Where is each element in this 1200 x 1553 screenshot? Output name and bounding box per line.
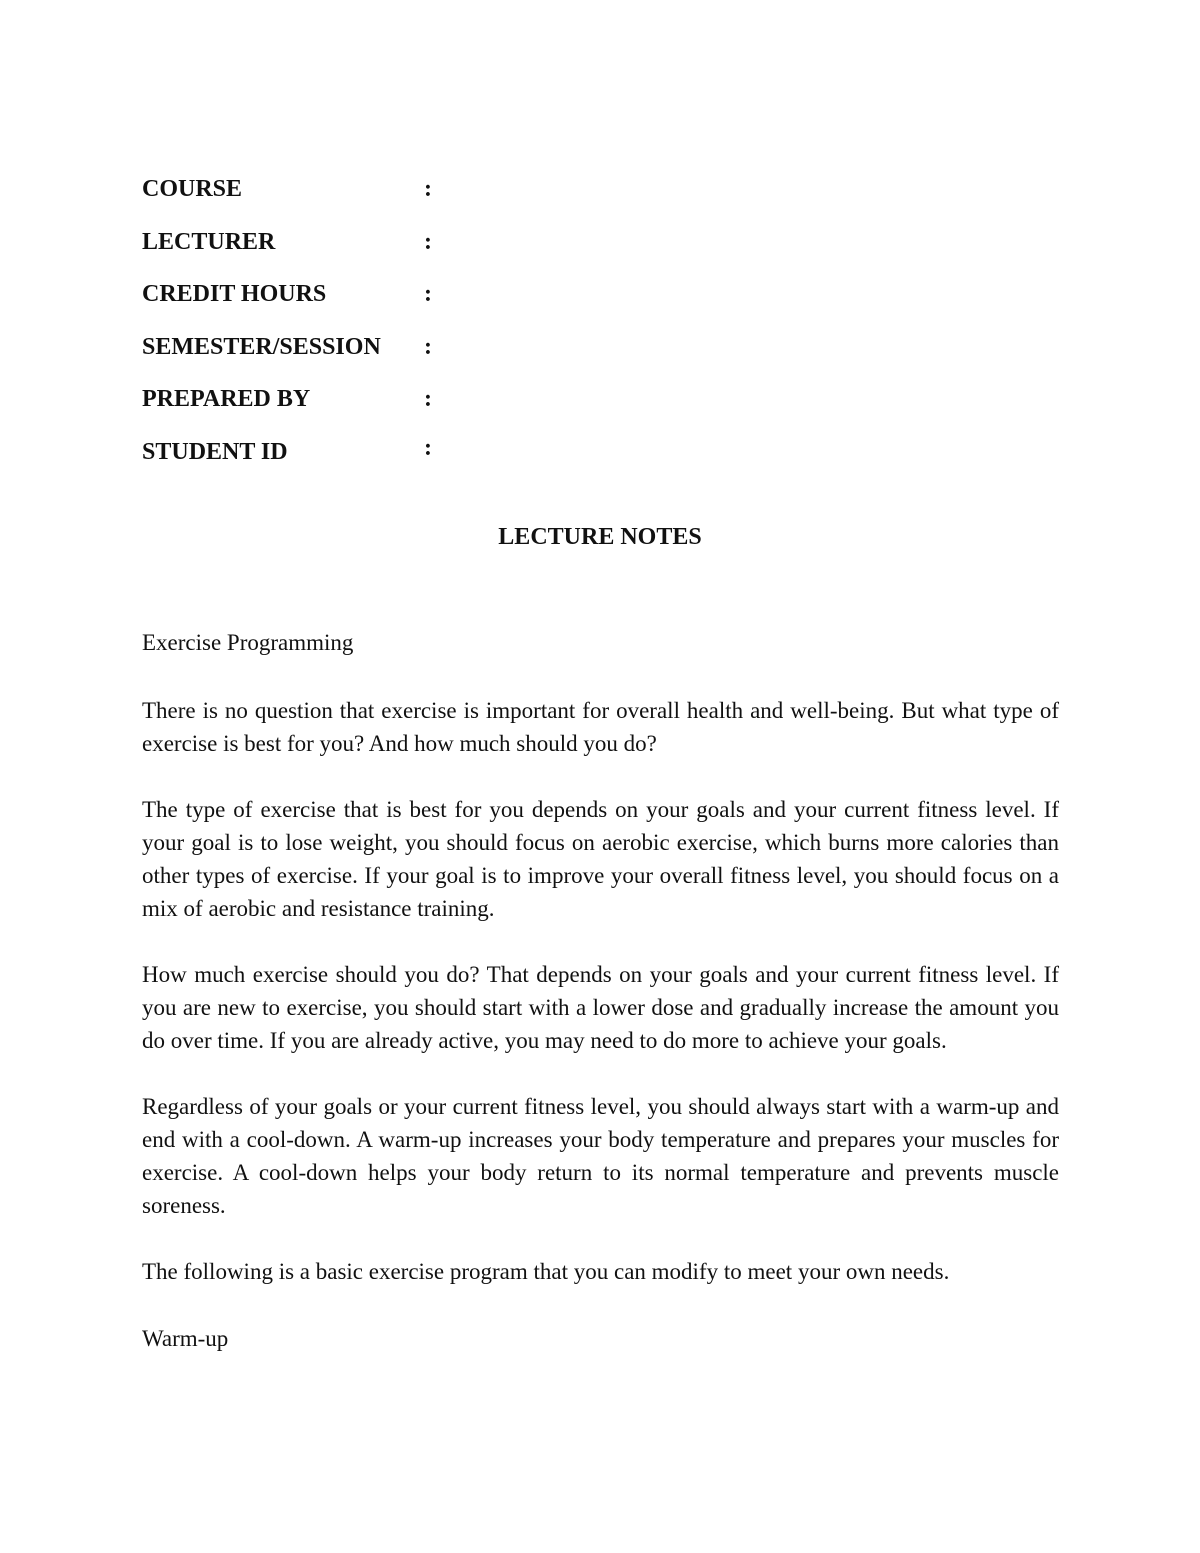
paragraph-warmup-cooldown: Regardless of your goals or your current fitness level, you should always start with a warm-up and end with a cool-down. A warm-up increases your body temperature and prepares your muscles for exercise. A cool-down helps your body return to its normal temperature and prevents muscle soreness. xyxy=(142,1094,1059,1218)
course-info-block xyxy=(142,170,542,485)
course-field xyxy=(142,170,542,223)
credit-hours-field xyxy=(142,275,542,328)
semester-session-field xyxy=(142,328,542,381)
student-id-separator: : xyxy=(424,434,432,461)
semester-session-label: SEMESTER/SESSION xyxy=(142,333,381,360)
prepared-by-field xyxy=(142,380,542,433)
prepared-by-separator: : xyxy=(424,386,432,412)
course-label: COURSE xyxy=(142,176,243,202)
paragraph-exercise-type: The type of exercise that is best for you depends on your goals and your current fitness level. If your goal is to lose weight, you should focus on aerobic exercise, which burns more calories than other types of exercise. If your goal is to improve your overall fitness level, you should focus on a mix of aerobic and resistance training. xyxy=(142,797,1059,921)
credit-hours-separator: : xyxy=(424,281,432,307)
course-separator: : xyxy=(424,176,432,202)
semester-session-separator: : xyxy=(424,333,432,360)
lecturer-label: LECTURER xyxy=(142,228,276,255)
document-title: LECTURE NOTES xyxy=(498,524,702,550)
student-id-label: STUDENT ID xyxy=(142,438,288,465)
lecturer-separator: : xyxy=(424,228,432,255)
prepared-by-label: PREPARED BY xyxy=(142,386,311,412)
warmup-subheading: Warm-up xyxy=(142,1326,229,1351)
credit-hours-label: CREDIT HOURS xyxy=(142,281,327,307)
document-body xyxy=(142,626,1059,1390)
section-heading: Exercise Programming xyxy=(142,630,354,655)
student-id-field xyxy=(142,433,542,486)
paragraph-intro: There is no question that exercise is important for overall health and well-being. But what type of exercise is best for you? And how much should you do? xyxy=(142,698,1059,756)
paragraph-exercise-amount: How much exercise should you do? That depends on your goals and your current fitness level. If you are new to exercise, you should start with a lower dose and gradually increase the amount you do over time. If you are already active, you may need to do more to achieve your goals. xyxy=(142,962,1059,1053)
lecturer-field xyxy=(142,223,542,276)
paragraph-program-intro: The following is a basic exercise program that you can modify to meet your own needs. xyxy=(142,1259,950,1284)
